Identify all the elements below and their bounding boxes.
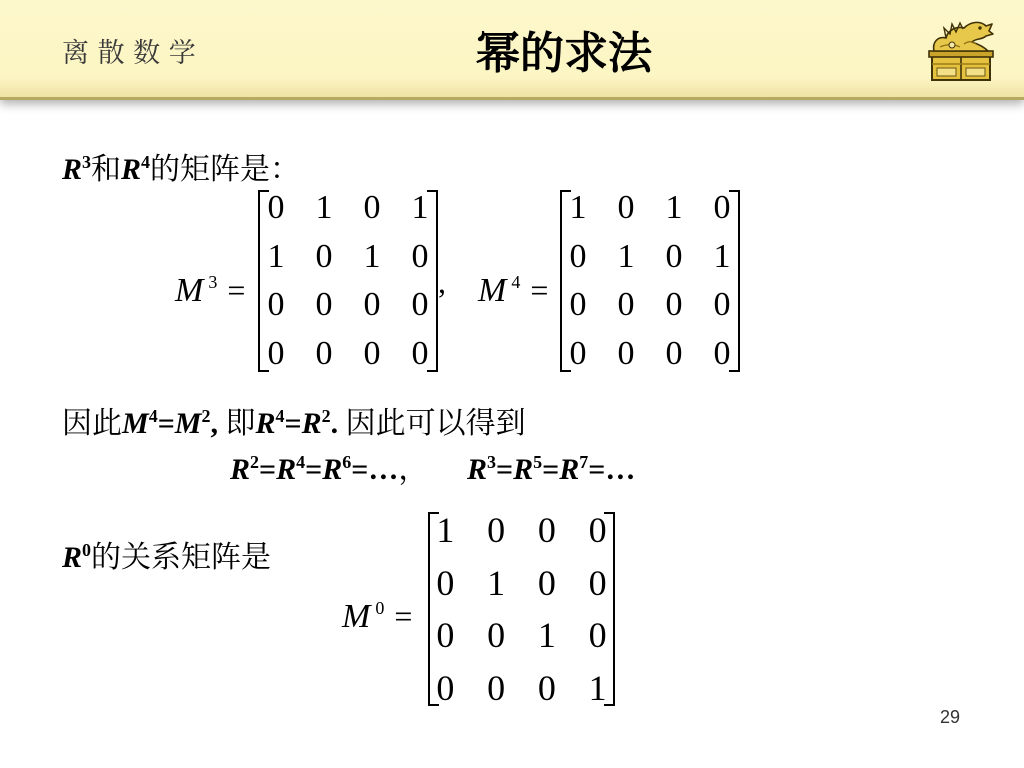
matrix-entry: 1 bbox=[436, 510, 455, 551]
math-symbol: = bbox=[305, 453, 323, 486]
matrix-entry: 1 bbox=[588, 667, 607, 708]
matrix-entry: 0 bbox=[436, 615, 455, 656]
power-pattern-odd bbox=[467, 444, 636, 486]
matrix-entry: 0 bbox=[363, 189, 381, 227]
math-variable: R bbox=[62, 153, 83, 186]
matrix-entry: 1 bbox=[267, 237, 285, 275]
matrix-entry: 0 bbox=[588, 562, 607, 603]
matrix-entry: 0 bbox=[665, 237, 683, 275]
matrix-entry: 0 bbox=[617, 189, 635, 227]
math-symbol: = bbox=[157, 407, 175, 440]
matrix-entry: 0 bbox=[411, 237, 429, 275]
math-variable: M bbox=[122, 407, 149, 440]
matrix-entry: 0 bbox=[315, 334, 333, 372]
matrix-symbol: M bbox=[175, 272, 204, 309]
math-variable: R bbox=[513, 453, 534, 486]
matrix-m0 bbox=[428, 512, 615, 706]
math-symbol: = bbox=[496, 453, 514, 486]
text-run: 的关系矩阵是 bbox=[91, 541, 272, 574]
matrix-power-label bbox=[478, 262, 549, 309]
matrix-entry: 0 bbox=[665, 334, 683, 372]
matrix-entry: 0 bbox=[713, 286, 731, 324]
math-symbol: = bbox=[259, 453, 277, 486]
text-run: 因此 bbox=[62, 407, 122, 440]
superscript: 5 bbox=[533, 452, 543, 472]
matrix-entry: 0 bbox=[588, 510, 607, 551]
matrix-entry: 0 bbox=[315, 237, 333, 275]
math-variable: R bbox=[276, 453, 297, 486]
matrix-entry: 1 bbox=[411, 189, 429, 227]
math-variable: R bbox=[62, 541, 83, 574]
matrix-entry: 0 bbox=[569, 286, 587, 324]
matrix-entry: 0 bbox=[363, 334, 381, 372]
math-variable: M bbox=[174, 407, 202, 440]
slide-header bbox=[0, 0, 1024, 100]
equals-sign: = bbox=[394, 598, 413, 634]
math-symbol: =… bbox=[351, 453, 399, 486]
matrix-cells bbox=[554, 184, 746, 378]
superscript: 4 bbox=[296, 452, 306, 472]
math-variable: R bbox=[255, 407, 276, 440]
superscript: 6 bbox=[342, 452, 352, 472]
conclusion-line bbox=[62, 398, 526, 440]
superscript: 3 bbox=[487, 452, 497, 472]
course-name: 离 散 数 学 bbox=[62, 38, 196, 69]
matrix-entry: 1 bbox=[315, 189, 333, 227]
intro-line bbox=[62, 144, 301, 186]
matrix-entry: 0 bbox=[617, 286, 635, 324]
math-symbol: =… bbox=[588, 453, 636, 486]
matrix-entry: 0 bbox=[569, 237, 587, 275]
math-symbol: = bbox=[284, 407, 302, 440]
superscript: 4 bbox=[275, 406, 285, 426]
matrix-separator-comma: , bbox=[438, 264, 446, 300]
matrix-entry: 0 bbox=[436, 667, 455, 708]
math-variable: R bbox=[559, 453, 580, 486]
matrix-entry: 0 bbox=[436, 562, 455, 603]
matrix-entry: 0 bbox=[267, 286, 285, 324]
matrix-entry: 0 bbox=[537, 562, 556, 603]
identity-intro-line bbox=[62, 532, 272, 574]
matrix-entry: 1 bbox=[617, 237, 635, 275]
emblem-dragon bbox=[934, 22, 993, 51]
superscript: 2 bbox=[250, 452, 260, 472]
matrix-m3 bbox=[258, 190, 438, 372]
matrix-entry: 0 bbox=[665, 286, 683, 324]
superscript: 7 bbox=[579, 452, 589, 472]
superscript: 4 bbox=[148, 406, 158, 426]
equals-sign: = bbox=[227, 272, 246, 308]
matrix-entry: 0 bbox=[588, 615, 607, 656]
matrix-exponent: 0 bbox=[375, 598, 385, 618]
matrix-entry: 0 bbox=[713, 334, 731, 372]
text-run: 和 bbox=[91, 153, 122, 186]
matrix-entry: 0 bbox=[487, 615, 506, 656]
emblem-book bbox=[929, 51, 993, 80]
superscript: 3 bbox=[82, 152, 92, 172]
matrix-symbol: M bbox=[342, 598, 371, 635]
matrix-entry: 0 bbox=[267, 334, 285, 372]
matrix-entry: 0 bbox=[487, 667, 506, 708]
math-variable: R bbox=[467, 453, 488, 486]
matrix-exponent: 4 bbox=[511, 272, 521, 292]
text-run: ， bbox=[398, 453, 429, 486]
equals-sign: = bbox=[530, 272, 549, 308]
matrix-cells bbox=[420, 504, 623, 714]
matrix-entry: 1 bbox=[487, 562, 506, 603]
matrix-entry: 0 bbox=[411, 334, 429, 372]
matrix-exponent: 3 bbox=[208, 272, 218, 292]
slide-title: 幂的求法 bbox=[476, 28, 652, 79]
math-variable: R bbox=[301, 407, 322, 440]
matrix-entry: 0 bbox=[363, 286, 381, 324]
superscript: 2 bbox=[321, 406, 331, 426]
power-pattern-even bbox=[230, 444, 429, 486]
matrix-entry: 1 bbox=[713, 237, 731, 275]
math-symbol: , bbox=[210, 407, 226, 440]
text-run: 即 bbox=[225, 407, 256, 440]
page-number: 29 bbox=[940, 707, 961, 727]
emblem-graphic bbox=[926, 14, 996, 84]
matrix-entry: 0 bbox=[315, 286, 333, 324]
text-run: 的矩阵是： bbox=[150, 153, 301, 186]
matrix-entry: 0 bbox=[537, 510, 556, 551]
matrix-cells bbox=[252, 184, 444, 378]
matrix-entry: 1 bbox=[363, 237, 381, 275]
matrix-entry: 1 bbox=[569, 189, 587, 227]
math-variable: R bbox=[322, 453, 343, 486]
matrix-entry: 0 bbox=[617, 334, 635, 372]
superscript: 4 bbox=[141, 152, 151, 172]
matrix-power-label bbox=[342, 588, 413, 635]
matrix-entry: 1 bbox=[665, 189, 683, 227]
math-variable: R bbox=[121, 153, 142, 186]
matrix-entry: 1 bbox=[537, 615, 556, 656]
matrix-entry: 0 bbox=[569, 334, 587, 372]
matrix-m4 bbox=[560, 190, 740, 372]
matrix-symbol: M bbox=[478, 272, 507, 309]
math-symbol: = bbox=[542, 453, 560, 486]
matrix-power-label bbox=[175, 262, 246, 309]
math-symbol: . bbox=[330, 407, 346, 440]
text-run: 因此可以得到 bbox=[345, 407, 526, 440]
superscript: 0 bbox=[82, 540, 92, 560]
university-emblem-icon bbox=[926, 14, 996, 84]
matrix-entry: 0 bbox=[267, 189, 285, 227]
matrix-entry: 0 bbox=[411, 286, 429, 324]
matrix-entry: 0 bbox=[713, 189, 731, 227]
math-variable: R bbox=[230, 453, 251, 486]
matrix-entry: 0 bbox=[487, 510, 506, 551]
matrix-entry: 0 bbox=[537, 667, 556, 708]
superscript: 2 bbox=[201, 406, 211, 426]
